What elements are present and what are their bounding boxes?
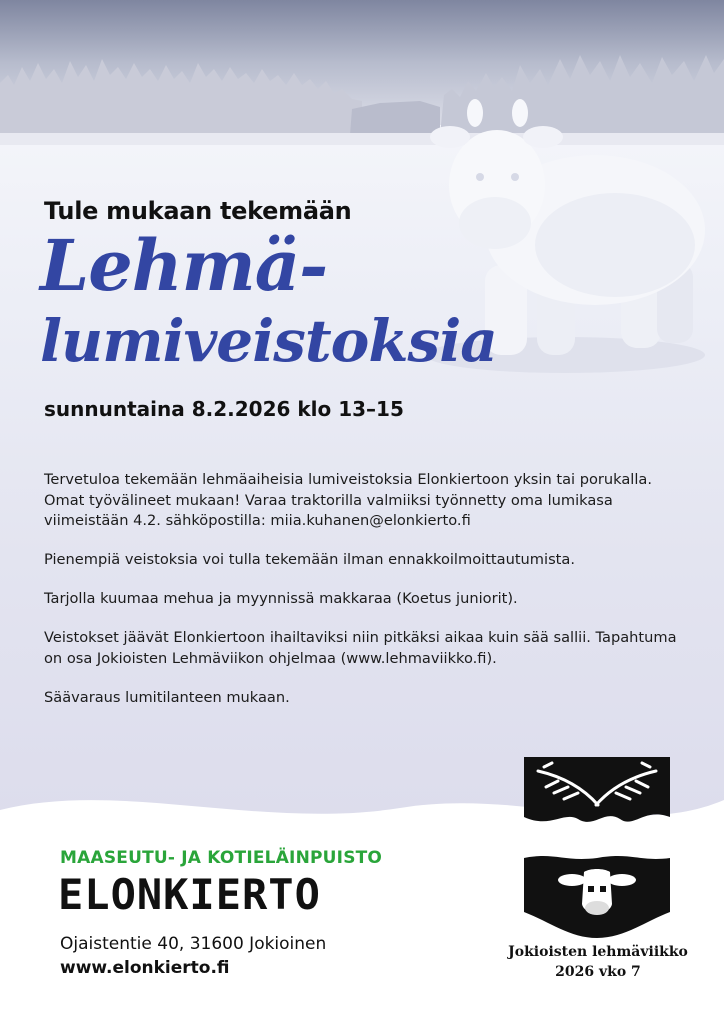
paragraph: Tervetuloa tekemään lehmäaiheisia lumiveistoksia Elonkiertoon yksin tai porukalla. Omat työvälineet mukaan! Varaa traktorilla valmiiksi työnnetty oma lumikasa viimeistään 4.2. sähköpostilla: miia.kuhanen@elonkierto.fi xyxy=(44,471,652,529)
park-address: Ojaistentie 40, 31600 Jokioinen xyxy=(60,934,327,954)
event-description xyxy=(44,470,684,727)
paragraph: Pienempiä veistoksia voi tulla tekemään ilman ennakkoilmoittautumista. xyxy=(44,551,575,568)
event-title-line2: lumiveistoksia xyxy=(40,307,497,375)
paragraph: Veistokset jäävät Elonkiertoon ihailtaviksi niin pitkäksi aikaa kuin sää sallii. Tapahtuma on osa Jokioisten Lehmäviikon ohjelmaa (www.lehmaviikko.fi). xyxy=(44,629,677,667)
intro-heading: Tule mukaan tekemään xyxy=(44,197,352,225)
park-subtitle: MAASEUTU- JA KOTIELÄINPUISTO xyxy=(60,848,383,868)
cow-week-year: 2026 vko 7 xyxy=(555,964,641,980)
paragraph: Säävaraus lumitilanteen mukaan. xyxy=(44,688,290,706)
cow-week-name: Jokioisten lehmäviikko xyxy=(508,944,688,960)
event-title-line1: Lehmä- xyxy=(40,224,328,307)
park-name-logo: ELONKIERTO xyxy=(58,870,321,919)
cow-head-emblem xyxy=(524,852,670,938)
park-website-link[interactable]: www.elonkierto.fi xyxy=(60,958,230,978)
paragraph: Tarjolla kuumaa mehua ja myynnissä makkaraa (Koetus juniorit). xyxy=(44,590,518,607)
event-date: sunnuntaina 8.2.2026 klo 13–15 xyxy=(44,397,404,421)
jokioinen-crest xyxy=(524,757,670,829)
